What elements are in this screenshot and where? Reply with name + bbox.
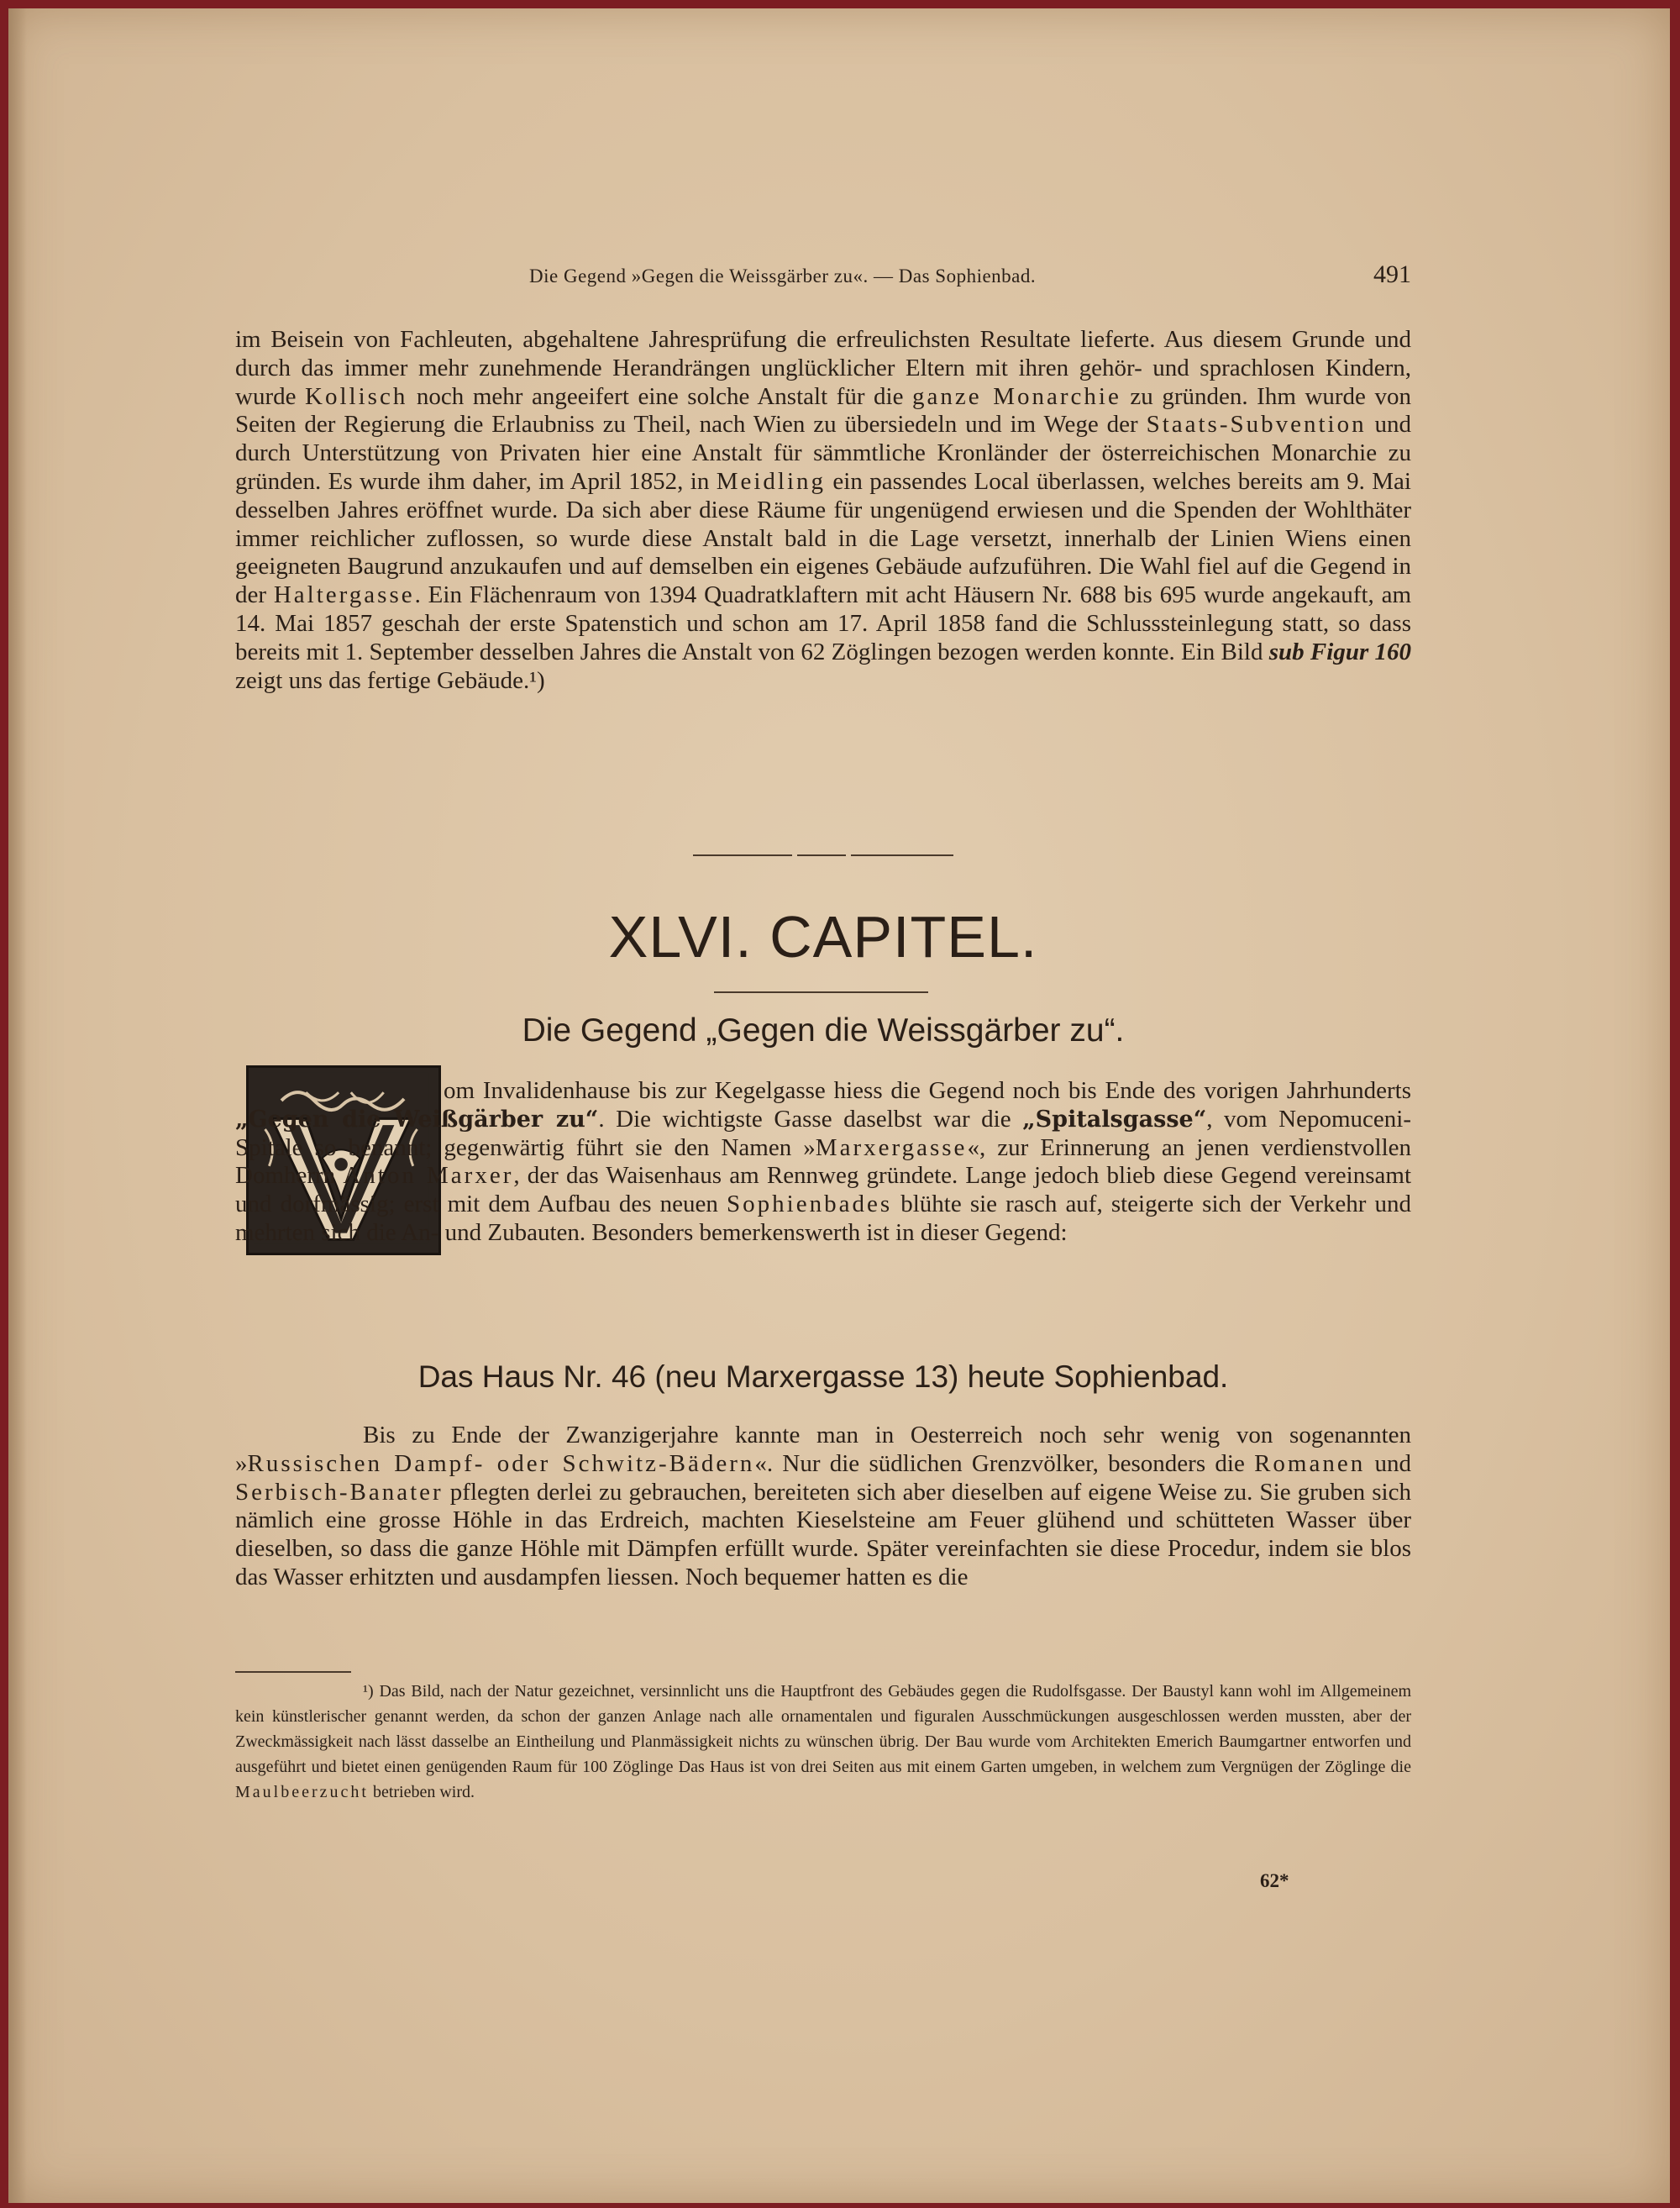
spaced-place: Meidling [716,467,827,495]
text-run: zu gründen. Ihm wurde von Seiten der Regierung die Erlaubniss zu Theil, nach Wien zu übersiedeln und im Wege der [235,382,1411,439]
spaced-phrase: Russischen Dampf- oder Schwitz-Bädern [247,1449,755,1477]
text-run: Bis zu Ende der Zwanzigerjahre kannte man in Oesterreich noch sehr wenig von sogenannten » [235,1422,1411,1477]
page-number: 491 [1373,260,1411,288]
text-run: und [1365,1449,1412,1477]
text-run: blühte sie rasch auf, steigerte sich der Verkehr und mehrten sich die An- und Zubauten. Besonders bemerkenswerth ist in dieser Gegend: [235,1191,1411,1246]
paragraph-1 [235,326,1411,695]
fraktur-phrase: „Spitalsgasse“ [1022,1106,1207,1133]
paragraph-2 [235,1077,1411,1248]
text-run: zeigt uns das fertige Gebäude.¹) [235,666,545,694]
spaced-name: Anton Marxer [343,1162,514,1190]
chapter-opening-paragraph [235,1077,1411,1248]
spaced-name: Serbisch-Banater [235,1478,444,1506]
text-run: . Die wichtigste Gasse daselbst war die [598,1105,1023,1133]
spaced-name: Romanen [1254,1449,1366,1477]
text-run: «. Nur die südlichen Grenzvölker, besonders die [754,1449,1255,1477]
chapter-subtitle: Die Gegend „Gegen die Weissgärber zu“. [522,1012,1125,1049]
text-run: , der das Waisenhaus am Rennweg gründete. Lange jedoch blieb diese Gegend vereinsamt und dorfmässig; erst mit dem Aufbau des neuen [235,1162,1411,1218]
spaced-word: Maulbeerzucht [235,1783,369,1801]
signature-mark: 62* [1260,1870,1289,1891]
spaced-name: Sophienbades [727,1191,893,1218]
section-divider [693,854,953,858]
text-run: und durch Unterstützung von Privaten hier eine Anstalt für sämmtliche Kronländer der österreichischen Monarchie zu gründen. Es wurde ihm daher, im April 1852, in [235,411,1411,495]
running-title: Die Gegend »Gegen die Weissgärber zu«. — Das Sophienbad. [529,265,1037,287]
spaced-phrase: Staats-Subvention [1146,411,1367,439]
spaced-street: Marxergasse [815,1133,968,1161]
footnote-1 [235,1679,1411,1805]
page-spine-shadow [8,8,27,2203]
figure-reference: sub Figur 160 [1268,638,1411,665]
section-heading: Das Haus Nr. 46 (neu Marxergasse 13) heute Sophienbad. [417,1359,1229,1394]
text-run: betrieben wird. [368,1783,475,1801]
text-run: pflegten derlei zu gebrauchen, bereiteten sich aber dieselben auf eigene Weise zu. Sie gruben sich nämlich eine grosse Höhle in das Erdreich, machten Kieselsteine am Feuer glühend und schütteten Wasser über dieselben, so dass die ganze Höhle mit Dämpfen erfüllt wurde. Später vereinfachten sie diese Procedur, indem sie blos das Wasser erhitzten und ausdampfen liessen. Noch bequemer hatten es die [235,1478,1411,1590]
footnote [235,1679,1411,1805]
text-run: noch mehr angeeifert eine solche Anstalt für die [407,382,913,410]
text-run: ¹) Das Bild, nach der Natur gezeichnet, versinnlicht uns die Hauptfront des Gebäudes gegen die Rudolfsgasse. Der Baustyl kann wohl im Allgemeinem kein künstlerischer genannt werden, da schon der ganzen Anlage nach alle ornamentalen und figuralen Ausschmückungen ausgeschlossen werden mussten, aber der Zweckmässigkeit nach lässt dasselbe an Eintheilung und Planmässigkeit nichts zu wünschen übrig. Der Bau wurde vom Architekten Emerich Baumgartner entworfen und ausgeführt und bietet einen genügenden Raum für 100 Zöglinge Das Haus ist von drei Seiten aus mit einem Garten umgeben, in welchem zum Vergnügen der Zöglinge die [235,1682,1411,1776]
fraktur-phrase: „Gegen die Weißgärber zu“ [235,1106,599,1133]
spaced-name: Kollisch [305,382,408,410]
section-paragraph [235,1422,1411,1592]
chapter-title: XLVI. CAPITEL. [608,904,1038,970]
footnote-rule [235,1671,351,1673]
text-run: im Beisein von Fachleuten, abgehaltene Jahresprüfung die erfreulichsten Resultate lieferte. Aus diesem Grunde und durch das immer mehr zunehmende Herandrängen unglücklicher Eltern mit ihren gehör- und sprachlosen Kindern, wurde [235,326,1411,410]
chapter-rule [714,991,928,993]
text-run: om Invalidenhause bis zur Kegelgasse hiess die Gegend noch bis Ende des vorigen Jahrhunderts [444,1077,1411,1104]
spaced-phrase: ganze Monarchie [912,382,1121,410]
text-run: , vom Nepomuceni-Spitale so benannt; gegenwärtig führt sie den Namen » [235,1105,1411,1161]
running-header [235,260,1411,302]
text-run: ein passendes Local überlassen, welches bereits am 9. Mai desselben Jahres eröffnet wurde. Da sich aber diese Räume für ungenügend erwiesen und die Spenden der Wohlthäter immer reichlicher zuflossen, so wurde diese Anstalt bald in die Lage versetzt, innerhalb der Linien Wiens einen geeigneten Baugrund anzukaufen und auf demselben ein eigenes Gebäude aufzuführen. Die Wahl fiel auf die Gegend in der [235,467,1411,609]
text-run: «, zur Erinnerung an jenen verdienstvollen Domherrn [235,1133,1411,1190]
spaced-street: Haltergasse [273,581,415,609]
paragraph-continuation [235,326,1411,695]
text-run: . Ein Flächenraum von 1394 Quadratklaftern mit acht Häusern Nr. 688 bis 695 wurde angekauft, am 14. Mai 1857 geschah der erste Spatenstich und schon am 17. April 1858 fand die Schlusssteinlegung statt, so dass bereits mit 1. September desselben Jahres die Anstalt von 62 Zöglingen bezogen werden konnte. Ein Bild [235,581,1412,665]
paragraph-3 [235,1422,1411,1592]
